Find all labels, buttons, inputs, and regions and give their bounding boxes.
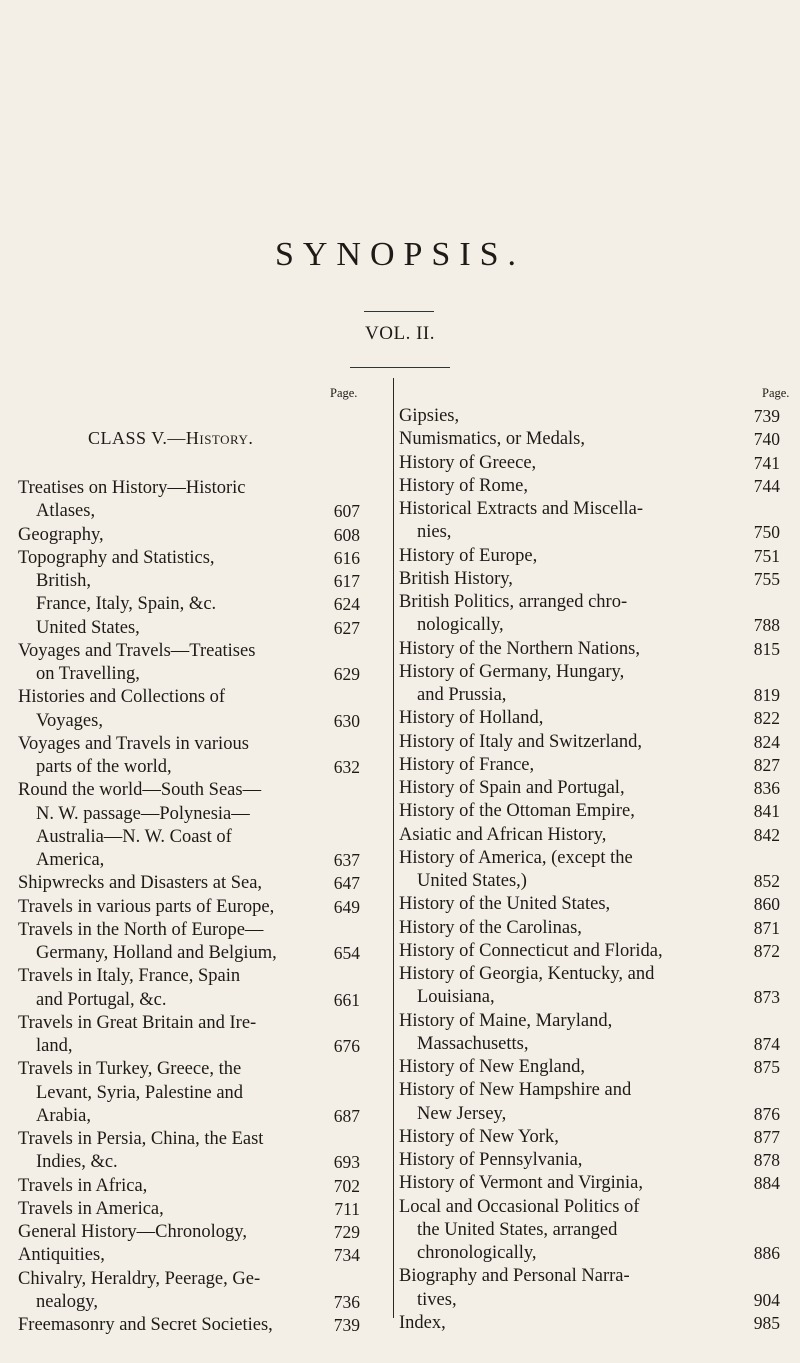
toc-page-number: 871 (753, 917, 780, 938)
toc-entry-text: History of New England, (399, 1057, 585, 1077)
toc-page-number: 875 (753, 1057, 780, 1077)
toc-page-number: 827 (753, 754, 780, 775)
toc-entry-text: History of New Hampshire and (399, 1080, 632, 1101)
toc-entry-text: Numismatics, or Medals, (399, 429, 586, 450)
toc-page-number: 711 (334, 1198, 360, 1219)
toc-entry-text: Historical Extracts and Miscella- (399, 499, 644, 519)
toc-page-number: 872 (753, 940, 780, 961)
page-title: SYNOPSIS. (274, 236, 526, 273)
toc-page-number: 886 (753, 1243, 780, 1263)
toc-entry-text: Voyages, (36, 710, 103, 731)
toc-entry-text: France, Italy, Spain, &c. (36, 594, 217, 615)
toc-entry-text: on Travelling, (36, 664, 140, 684)
toc-entry-text: Index, (399, 1312, 446, 1333)
toc-entry-text: Arabia, (36, 1105, 91, 1126)
toc-entry-text: Travels in America, (18, 1198, 164, 1219)
toc-page-number: 649 (333, 896, 360, 917)
toc-entry-text: tives, (417, 1289, 457, 1310)
toc-page-number: 616 (333, 547, 360, 568)
toc-entry-text: Voyages and Travels—Treatises (18, 640, 256, 661)
toc-entry-text: and Portugal, &c. (36, 989, 167, 1010)
toc-page-number: 842 (753, 824, 780, 845)
toc-entry-text: History of Italy and Switzerland, (399, 731, 643, 752)
column-divider (393, 378, 394, 1318)
toc-entry-text: History of Connecticut and Florida, (399, 940, 663, 961)
toc-page-number: 637 (333, 850, 360, 870)
toc-entry-text: History of the Carolinas, (399, 917, 582, 938)
toc-entry-text: Voyages and Travels in various (18, 733, 249, 754)
toc-page-number: 741 (753, 452, 780, 473)
toc-page-number: 661 (333, 989, 360, 1010)
toc-page-number: 687 (333, 1105, 360, 1126)
toc-entry-text: Germany, Holland and Belgium, (36, 943, 277, 963)
toc-entry-text: British Politics, arranged chro- (399, 592, 628, 612)
toc-page-number: 819 (753, 685, 780, 705)
toc-entry-text: Travels in Great Britain and Ire- (18, 1012, 257, 1033)
toc-page-number: 860 (753, 894, 780, 915)
toc-entry-text: Travels in Turkey, Greece, the (18, 1059, 242, 1080)
toc-entry-text: British History, (399, 568, 513, 589)
toc-page-number: 624 (333, 594, 360, 615)
toc-page-number: 736 (333, 1291, 360, 1312)
toc-page-number: 878 (753, 1150, 780, 1170)
toc-entry-text: Round the world—South Seas— (18, 780, 262, 801)
class-heading (88, 426, 253, 450)
toc-entry-text: Gipsies, (399, 406, 460, 426)
toc-entry-text: nealogy, (36, 1291, 98, 1312)
toc-entry-text: History of Georgia, Kentucky, and (399, 964, 655, 984)
toc-page-number: 729 (333, 1222, 360, 1242)
toc-entry-text: Chivalry, Heraldry, Peerage, Ge- (18, 1268, 261, 1289)
toc-page-number: 788 (753, 615, 780, 636)
toc-entry-text: United States,) (417, 871, 527, 891)
page-header-left: Page. (330, 386, 358, 400)
toc-entry-text: Asiatic and African History, (399, 824, 607, 845)
toc-page-number: 873 (753, 987, 780, 1008)
toc-entry-text: Travels in the North of Europe— (18, 919, 264, 940)
toc-entry-text: Treatises on History—Historic (18, 478, 246, 498)
toc-entry-text: Australia—N. W. Coast of (36, 826, 232, 847)
toc-page-number: 744 (753, 475, 780, 496)
toc-page-number: 608 (333, 524, 360, 545)
toc-entry-text: Biography and Personal Narra- (399, 1266, 630, 1287)
toc-page-number: 607 (333, 501, 360, 522)
toc-page-number: 904 (753, 1289, 780, 1310)
toc-page-number: 852 (753, 871, 780, 891)
toc-entry-text: parts of the world, (36, 757, 172, 777)
toc-page-number: 824 (753, 731, 780, 752)
toc-page-number: 647 (333, 873, 360, 894)
toc-entry-text: N. W. passage—Polynesia— (36, 803, 250, 824)
toc-entry-text: Travels in Italy, France, Spain (18, 966, 241, 987)
toc-entry-text: History of the Northern Nations, (399, 638, 640, 659)
toc-page-number: 739 (753, 406, 780, 426)
toc-entry-text: History of New York, (399, 1126, 559, 1147)
class-heading-text: CLASS V.—History. (88, 428, 254, 448)
toc-entry-text: History of the Ottoman Empire, (399, 801, 635, 822)
toc-entry-text: History of Europe, (399, 545, 538, 566)
toc-entry-text: History of Spain and Portugal, (399, 778, 625, 798)
toc-entry-text: land, (36, 1036, 73, 1056)
toc-entry-text: British, (36, 571, 91, 591)
toc-page-number: 654 (333, 943, 360, 963)
toc-entry-text: the United States, arranged (417, 1219, 618, 1240)
toc-page-number: 755 (753, 568, 780, 589)
toc-page-number: 627 (333, 617, 360, 638)
toc-entry-text: Shipwrecks and Disasters at Sea, (18, 873, 263, 894)
toc-page-number: 739 (333, 1315, 360, 1335)
toc-entry-text: History of Maine, Maryland, (399, 1010, 613, 1031)
toc-entry-text: History of Greece, (399, 452, 537, 473)
toc-page-number: 841 (753, 801, 780, 822)
toc-page-number: 750 (753, 522, 780, 543)
toc-entry-text: Geography, (18, 524, 104, 545)
toc-entry-text: Travels in Africa, (18, 1175, 148, 1196)
toc-entry-text: General History—Chronology, (18, 1222, 247, 1242)
toc-entry-text: Antiquities, (18, 1245, 105, 1266)
toc-page-number: 822 (753, 708, 780, 729)
toc-page-number: 877 (753, 1126, 780, 1147)
toc-entry-text: Levant, Syria, Palestine and (36, 1082, 244, 1103)
toc-entry-text: Travels in various parts of Europe, (18, 896, 275, 917)
toc-page-number: 836 (753, 778, 780, 798)
toc-page-number: 815 (753, 638, 780, 659)
toc-entry-text: History of America, (except the (399, 847, 633, 868)
toc-entry-text: Histories and Collections of (18, 687, 226, 708)
toc-page-number: 884 (753, 1173, 780, 1194)
toc-entry-text: History of Vermont and Virginia, (399, 1173, 643, 1194)
toc-page-number: 702 (333, 1175, 360, 1196)
toc-entry-text: History of France, (399, 754, 535, 775)
volume-label: VOL. II. (365, 323, 435, 344)
toc-page-number: 632 (333, 757, 360, 777)
toc-entry-text: History of Rome, (399, 475, 528, 496)
toc-entry-text: Indies, &c. (36, 1152, 118, 1173)
volume-rule (350, 367, 450, 368)
toc-entry-text: United States, (36, 617, 140, 638)
toc-entry-text: Atlases, (36, 501, 96, 522)
toc-entry-text: Massachusetts, (417, 1033, 529, 1054)
toc-entry-text: Topography and Statistics, (18, 547, 215, 568)
toc-page-number: 617 (333, 571, 360, 591)
toc-entry-text: nies, (417, 522, 452, 543)
toc-entry-text: America, (36, 850, 105, 870)
toc-page-number: 751 (753, 545, 780, 566)
toc-entry-text: History of Holland, (399, 708, 544, 729)
toc-entry-text: Local and Occasional Politics of (399, 1196, 640, 1217)
toc-entry-text: chronologically, (417, 1243, 537, 1263)
toc-page-number: 740 (753, 429, 780, 450)
toc-entry-text: Louisiana, (417, 987, 495, 1008)
toc-page-number: 734 (333, 1245, 360, 1266)
title-rule (364, 311, 434, 312)
toc-entry-text: History of the United States, (399, 894, 611, 915)
toc-entry-text: Travels in Persia, China, the East (18, 1129, 264, 1149)
toc-page-number: 630 (333, 710, 360, 731)
toc-page-number: 876 (753, 1103, 780, 1124)
toc-entry-text: New Jersey, (417, 1103, 507, 1124)
toc-page-number: 693 (333, 1152, 360, 1173)
toc-page-number: 985 (753, 1312, 780, 1333)
toc-entry-text: Freemasonry and Secret Societies, (18, 1315, 273, 1335)
page-header-right: Page. (762, 386, 790, 400)
toc-entry-text: nologically, (417, 615, 504, 636)
toc-entry-text: History of Pennsylvania, (399, 1150, 583, 1170)
toc-page-number: 874 (753, 1033, 780, 1054)
toc-entry-text: and Prussia, (417, 685, 507, 705)
toc-page-number: 676 (333, 1036, 360, 1056)
toc-page-number: 629 (333, 664, 360, 684)
toc-entry-text: History of Germany, Hungary, (399, 661, 625, 682)
